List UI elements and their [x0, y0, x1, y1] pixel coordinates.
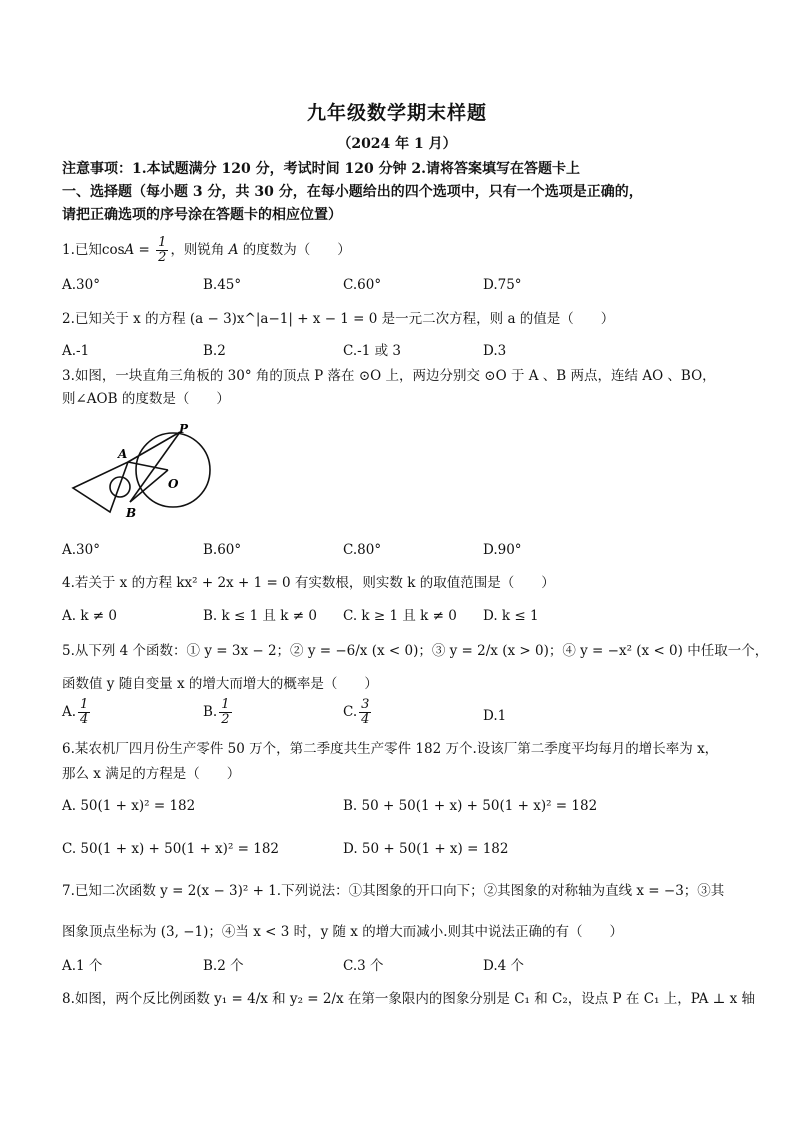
question-1: 1.已知cosA = $\frac{1}{2}$ ，则锐角 A 的度数为（ ）: [62, 235, 351, 265]
q6-option-d: D. 50 + 50(1 + x) = 182: [343, 841, 509, 857]
q1-option-b: B.45°: [203, 277, 242, 293]
q5-option-b: B. $\frac{1}{2}$: [203, 697, 230, 727]
q5-option-d: D.1: [483, 708, 507, 724]
q2-option-a: A.-1: [62, 343, 90, 359]
circle-o: [136, 433, 210, 507]
page-subtitle: （2024 年 1 月）: [337, 136, 457, 152]
notice-text: 注意事项：1.本试题满分 120 分，考试时间 120 分钟 2.请将答案填写在答题卡上: [62, 161, 581, 177]
q2-option-b: B.2: [203, 343, 226, 359]
q2-option-c: C.-1 或 3: [343, 343, 401, 359]
label-b: B: [126, 506, 137, 520]
question-3-line2: 则∠AOB 的度数是（ ）: [62, 391, 230, 407]
q4-option-a: A. k ≠ 0: [62, 608, 117, 624]
line-pa: [128, 432, 180, 462]
q6-option-c: C. 50(1 + x) + 50(1 + x)² = 182: [62, 841, 280, 857]
question-8-line1: 8.如图，两个反比例函数 y₁ = 4/x 和 y₂ = 2/x 在第一象限内的图象分别是 C₁ 和 C₂，设点 P 在 C₁ 上，PA ⊥ x 轴: [62, 991, 756, 1007]
section-heading-line1: 一、选择题（每小题 3 分，共 30 分，在每小题给出的四个选项中，只有一个选项是正确的，: [62, 184, 643, 200]
q3-option-b: B.60°: [203, 542, 242, 558]
question-2: 2.已知关于 x 的方程 (a − 3)x^|a−1| + x − 1 = 0 是一元二次方程，则 a 的值是（ ）: [62, 311, 615, 327]
q3-option-c: C.80°: [343, 542, 382, 558]
label-a: A: [118, 447, 128, 461]
circle-triangle-figure: [68, 420, 218, 530]
q1-option-a: A.30°: [62, 277, 100, 293]
q3-option-a: A.30°: [62, 542, 100, 558]
label-p: P: [179, 422, 189, 436]
q7-option-b: B.2 个: [203, 958, 244, 974]
question-5-line1: 5.从下列 4 个函数：① y = 3x − 2；② y = −6/x (x < 0)；③ y = 2/x (x > 0)；④ y = −x² (x < 0) 中任取一个，: [62, 643, 769, 659]
section-heading-line2: 请把正确选项的序号涂在答题卡的相应位置）: [62, 207, 342, 223]
q1-fraction: $\frac{1}{2}$: [158, 235, 167, 265]
q6-option-a: A. 50(1 + x)² = 182: [62, 798, 196, 814]
question-6-line2: 那么 x 满足的方程是（ ）: [62, 766, 241, 782]
question-7-line1: 7.已知二次函数 y = 2(x − 3)² + 1.下列说法：①其图象的开口向下；②其图象的对称轴为直线 x = −3；③其: [62, 883, 725, 899]
page-title: 九年级数学期末样题: [306, 102, 487, 124]
q7-option-a: A.1 个: [62, 958, 103, 974]
q3-option-d: D.90°: [483, 542, 522, 558]
q1-option-c: C.60°: [343, 277, 382, 293]
question-3-line1: 3.如图，一块直角三角板的 30° 角的顶点 P 落在 ⊙O 上，两边分别交 ⊙O 于 A 、B 两点，连结 AO 、BO，: [62, 368, 716, 384]
q4-option-b: B. k ≤ 1 且 k ≠ 0: [203, 608, 317, 624]
q6-option-b: B. 50 + 50(1 + x) + 50(1 + x)² = 182: [343, 798, 598, 814]
line-ao: [128, 462, 168, 470]
q4-option-d: D. k ≤ 1: [483, 608, 539, 624]
question-4: 4.若关于 x 的方程 kx² + 2x + 1 = 0 有实数根，则实数 k 的取值范围是（ ）: [62, 575, 555, 591]
question-5-line2: 函数值 y 随自变量 x 的增大而增大的概率是（ ）: [62, 676, 378, 692]
question-7-line2: 图象顶点坐标为 (3, −1)；④当 x < 3 时，y 随 x 的增大而减小.则其中说法正确的有（ ）: [62, 924, 623, 940]
label-o: O: [168, 477, 179, 491]
triangle-plate: [73, 462, 128, 512]
q1-prefix: 1.已知cos: [62, 242, 125, 258]
q2-option-d: D.3: [483, 343, 507, 359]
q1-middle: ，则锐角: [170, 242, 225, 258]
q5-option-a: A. $\frac{1}{4}$: [62, 697, 89, 727]
q1-option-d: D.75°: [483, 277, 522, 293]
q7-option-d: D.4 个: [483, 958, 525, 974]
q4-option-c: C. k ≥ 1 且 k ≠ 0: [343, 608, 457, 624]
line-pb: [130, 432, 180, 502]
q1-suffix: 的度数为（ ）: [242, 242, 351, 258]
q7-option-c: C.3 个: [343, 958, 384, 974]
question-6-line1: 6.某农机厂四月份生产零件 50 万个，第二季度共生产零件 182 万个.设该厂第二季度平均每月的增长率为 x，: [62, 741, 719, 757]
q5-option-c: C. $\frac{3}{4}$: [343, 697, 370, 727]
plate-hole: [110, 477, 130, 497]
